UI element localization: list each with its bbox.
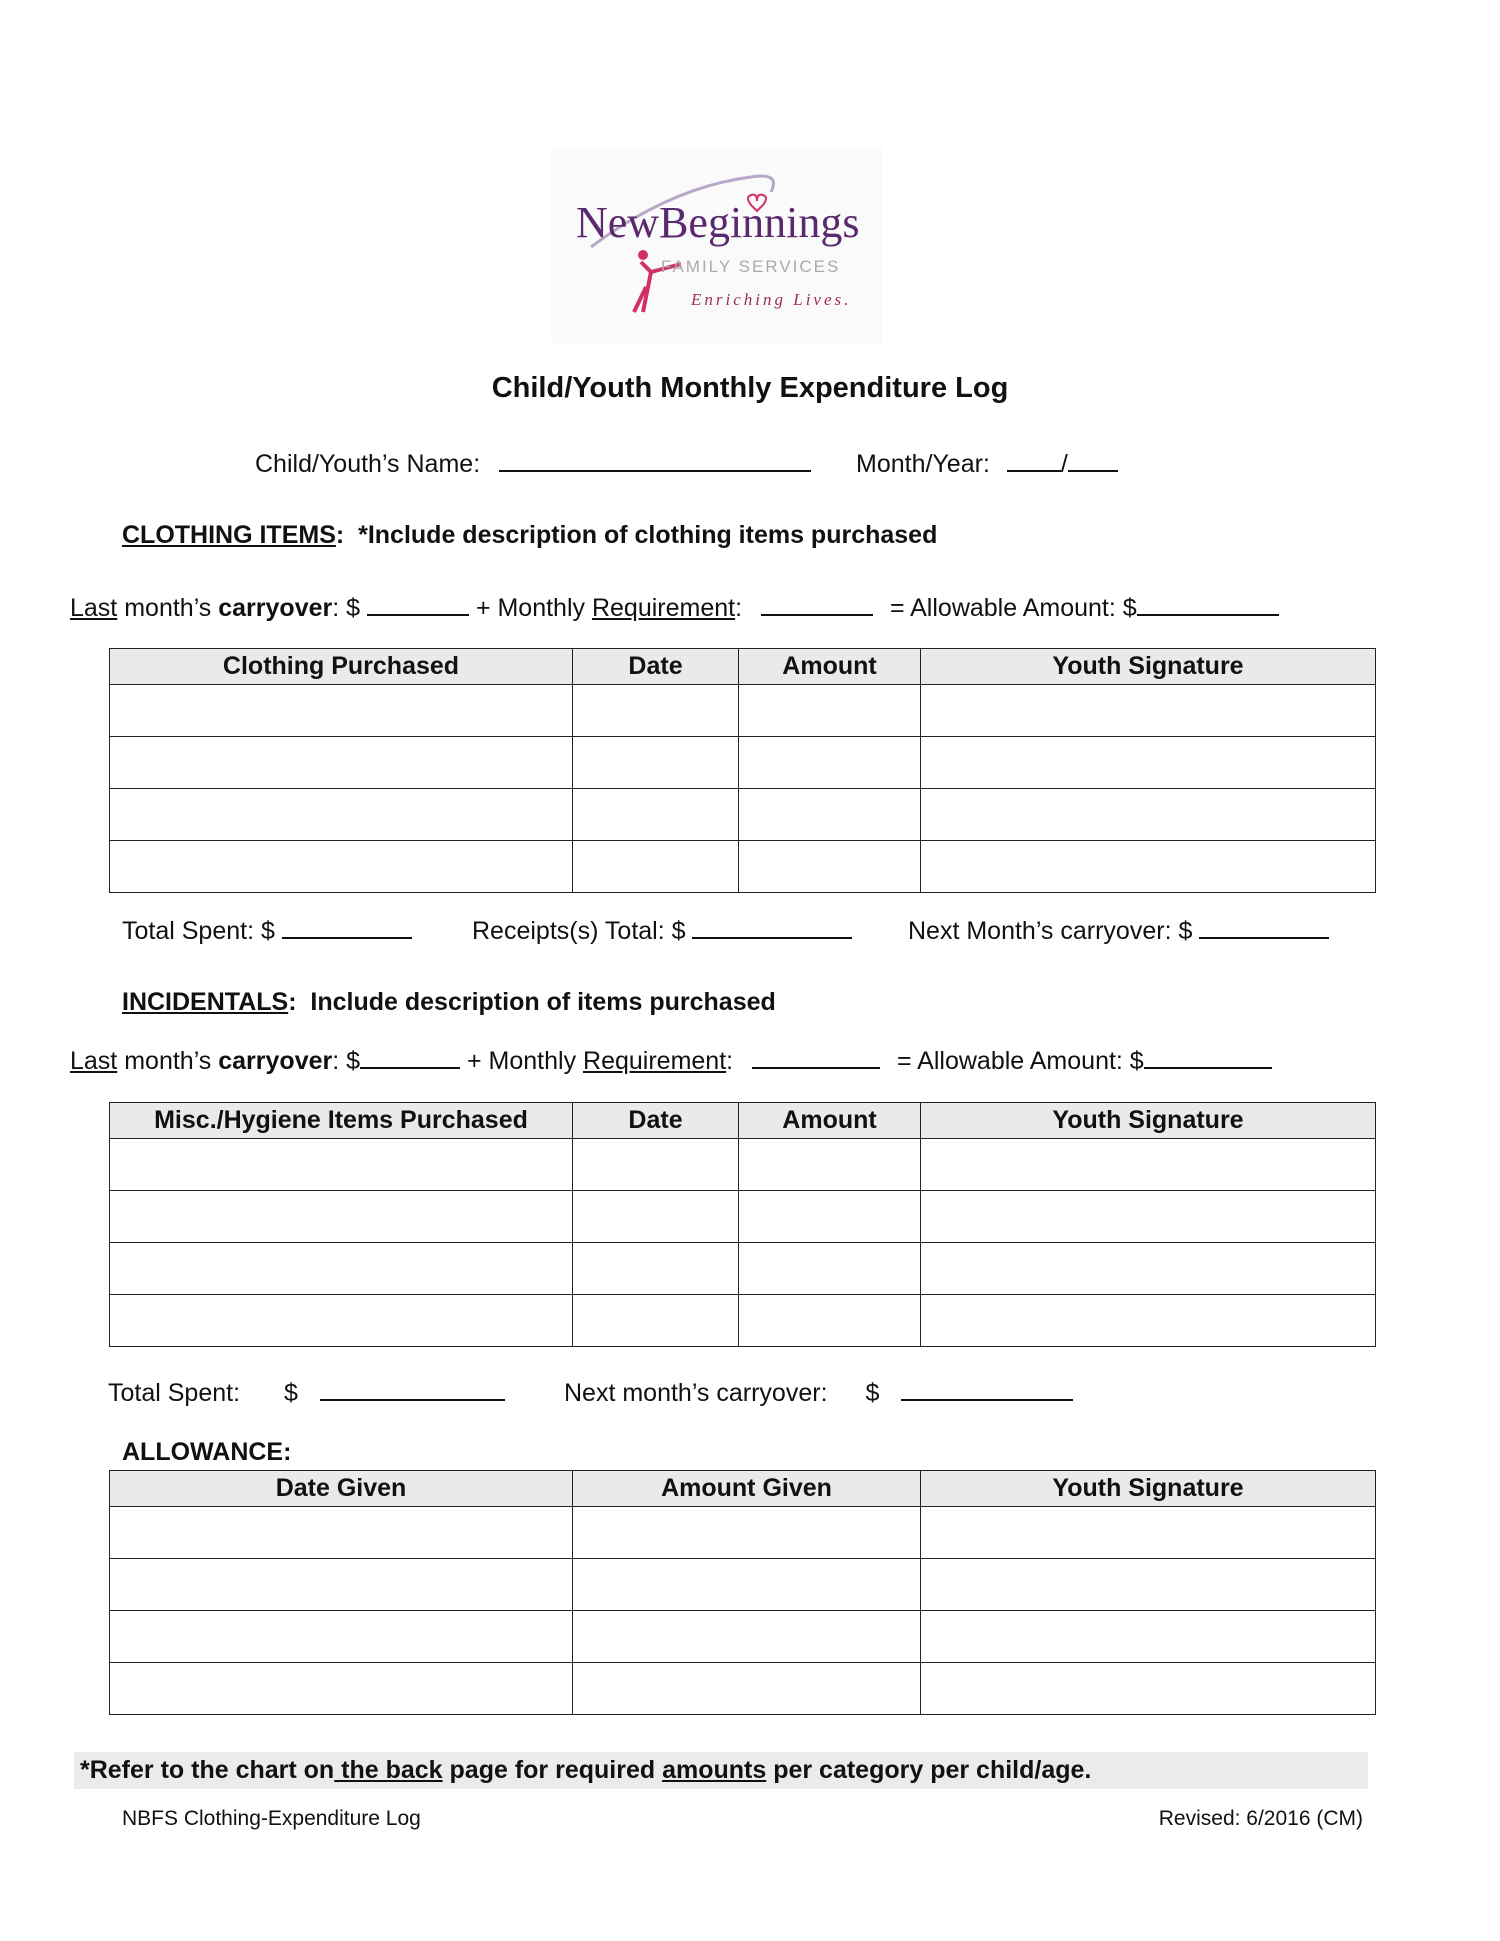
calc-last: Last <box>70 1047 118 1075</box>
clothing-receipts-total <box>472 915 852 946</box>
next-carryover-label: Next Month’s carryover: $ <box>908 917 1193 945</box>
allowance-heading: ALLOWANCE: <box>122 1438 292 1466</box>
clothing-carryover-field[interactable] <box>367 592 469 616</box>
table-cell[interactable] <box>110 1191 573 1243</box>
note-text: page for required <box>442 1756 663 1784</box>
calc-last: Last <box>70 594 118 622</box>
month-field[interactable] <box>1007 448 1061 472</box>
calc-month: month’s <box>117 594 219 622</box>
table-cell[interactable] <box>921 1295 1376 1347</box>
column-header: Clothing Purchased <box>110 649 573 685</box>
footer-revision: Revised: 6/2016 (CM) <box>1158 1807 1363 1830</box>
table-cell[interactable] <box>110 1295 573 1347</box>
receipts-label: Receipts(s) Total: $ <box>472 917 686 945</box>
table-cell[interactable] <box>573 1507 921 1559</box>
calc-carryover: carryover <box>218 1047 333 1075</box>
column-header: Youth Signature <box>921 649 1376 685</box>
table-cell[interactable] <box>739 685 921 737</box>
table-row <box>110 1295 1376 1347</box>
calc-carryover: carryover <box>218 594 333 622</box>
incidentals-next-carryover <box>564 1377 1073 1408</box>
table-cell[interactable] <box>110 1507 573 1559</box>
svg-text:FAMILY SERVICES: FAMILY SERVICES <box>661 257 841 276</box>
next-carryover-label: Next month’s carryover: <box>564 1379 828 1407</box>
page-title: Child/Youth Monthly Expenditure Log <box>491 372 1009 404</box>
incidentals-heading-row: INCIDENTALS: Include description of items purchased <box>122 988 776 1016</box>
note-text: amounts <box>662 1756 767 1784</box>
table-row <box>110 1611 1376 1663</box>
table-cell[interactable] <box>739 737 921 789</box>
total-spent-label: Total Spent: <box>108 1379 241 1407</box>
incidentals-instruction: Include description of items purchased <box>310 988 776 1016</box>
year-field[interactable] <box>1068 448 1118 472</box>
table-cell[interactable] <box>110 1559 573 1611</box>
calc-plus: + Monthly <box>466 1047 584 1075</box>
svg-text:Enriching Lives.: Enriching Lives. <box>691 290 852 309</box>
table-row <box>110 1559 1376 1611</box>
table-cell[interactable] <box>573 1295 739 1347</box>
table-row <box>110 1507 1376 1559</box>
clothing-instruction: *Include description of clothing items purchased <box>358 521 938 549</box>
total-spent-field[interactable] <box>282 915 412 939</box>
receipts-field[interactable] <box>692 915 852 939</box>
table-cell[interactable] <box>573 1139 739 1191</box>
calc-requirement: Requirement <box>591 594 736 622</box>
calc-colon: : <box>735 594 743 622</box>
dollar-sign: $ <box>865 1379 880 1407</box>
incidentals-carryover-field[interactable] <box>360 1045 460 1069</box>
table-cell[interactable] <box>573 1191 739 1243</box>
table-cell[interactable] <box>739 789 921 841</box>
table-cell[interactable] <box>573 1611 921 1663</box>
allowance-table <box>109 1470 1376 1715</box>
table-cell[interactable] <box>921 1507 1376 1559</box>
column-header: Youth Signature <box>921 1103 1376 1139</box>
note-text: *Refer to the chart on <box>80 1756 335 1784</box>
column-header: Misc./Hygiene Items Purchased <box>110 1103 573 1139</box>
incidentals-table <box>109 1102 1376 1347</box>
table-row <box>110 1663 1376 1715</box>
table-row <box>110 1243 1376 1295</box>
total-spent-field[interactable] <box>320 1377 505 1401</box>
dollar-sign: $ <box>284 1379 298 1407</box>
calc-dollar: : $ <box>332 1047 361 1075</box>
table-cell[interactable] <box>573 789 739 841</box>
table-cell[interactable] <box>921 1559 1376 1611</box>
total-spent-label: Total Spent: $ <box>122 917 275 945</box>
table-cell[interactable] <box>110 1139 573 1191</box>
reference-note <box>74 1752 1368 1789</box>
table-cell[interactable] <box>573 685 739 737</box>
svg-text:NewBeginnings: NewBeginnings <box>576 198 860 247</box>
table-cell[interactable] <box>573 1663 921 1715</box>
note-text: per category per child/age. <box>766 1756 1092 1784</box>
table-cell[interactable] <box>739 1191 921 1243</box>
table-cell[interactable] <box>739 1243 921 1295</box>
clothing-allowable-field[interactable] <box>1137 592 1279 616</box>
column-header: Amount <box>739 649 921 685</box>
table-cell[interactable] <box>921 1663 1376 1715</box>
table-cell[interactable] <box>739 1295 921 1347</box>
table-cell[interactable] <box>573 841 739 893</box>
table-cell[interactable] <box>739 841 921 893</box>
table-row <box>110 737 1376 789</box>
name-row <box>255 448 811 479</box>
table-cell[interactable] <box>573 1559 921 1611</box>
incidentals-requirement-field[interactable] <box>752 1045 880 1069</box>
table-row <box>110 1139 1376 1191</box>
table-cell[interactable] <box>921 1139 1376 1191</box>
calc-month: month’s <box>117 1047 219 1075</box>
table-cell[interactable] <box>921 1191 1376 1243</box>
table-cell[interactable] <box>921 737 1376 789</box>
table-cell[interactable] <box>110 841 573 893</box>
calc-allowable: = Allowable Amount: $ <box>897 1047 1144 1075</box>
table-cell[interactable] <box>110 1243 573 1295</box>
note-text: the back <box>334 1756 443 1784</box>
table-cell[interactable] <box>110 685 573 737</box>
incidentals-calc-row <box>70 1045 1272 1076</box>
month-separator: / <box>1060 450 1068 478</box>
clothing-requirement-field[interactable] <box>761 592 873 616</box>
column-header: Date Given <box>110 1471 573 1507</box>
table-cell[interactable] <box>573 737 739 789</box>
column-header: Date <box>573 649 739 685</box>
table-cell[interactable] <box>921 1611 1376 1663</box>
incidentals-total-spent <box>108 1377 505 1408</box>
incidentals-allowable-field[interactable] <box>1144 1045 1272 1069</box>
table-cell[interactable] <box>739 1139 921 1191</box>
column-header: Youth Signature <box>921 1471 1376 1507</box>
table-row <box>110 841 1376 893</box>
table-cell[interactable] <box>110 789 573 841</box>
clothing-next-carryover <box>908 915 1329 946</box>
calc-plus: + Monthly <box>475 594 592 622</box>
table-cell[interactable] <box>110 737 573 789</box>
clothing-heading: CLOTHING ITEMS <box>122 521 336 549</box>
month-label: Month/Year: <box>856 450 990 478</box>
clothing-table <box>109 648 1376 893</box>
table-cell[interactable] <box>110 1663 573 1715</box>
calc-dollar: : $ <box>332 594 361 622</box>
organization-logo <box>551 147 882 343</box>
table-cell[interactable] <box>921 841 1376 893</box>
calc-colon: : <box>726 1047 734 1075</box>
table-cell[interactable] <box>921 789 1376 841</box>
calc-requirement: Requirement <box>583 1047 727 1075</box>
next-carryover-field[interactable] <box>1199 915 1329 939</box>
table-cell[interactable] <box>573 1243 739 1295</box>
calc-allowable: = Allowable Amount: $ <box>889 594 1137 622</box>
table-cell[interactable] <box>110 1611 573 1663</box>
clothing-total-spent <box>122 915 412 946</box>
table-row <box>110 789 1376 841</box>
name-label: Child/Youth’s Name: <box>255 450 481 478</box>
clothing-heading-row: CLOTHING ITEMS: *Include description of clothing items purchased <box>122 521 938 549</box>
column-header: Amount <box>739 1103 921 1139</box>
month-row <box>856 448 1118 479</box>
footer-document-name: NBFS Clothing-Expenditure Log <box>122 1807 421 1830</box>
table-row <box>110 685 1376 737</box>
incidentals-heading: INCIDENTALS <box>122 988 289 1016</box>
column-header: Date <box>573 1103 739 1139</box>
table-row <box>110 1191 1376 1243</box>
table-cell[interactable] <box>921 1243 1376 1295</box>
clothing-calc-row <box>70 592 1279 623</box>
column-header: Amount Given <box>573 1471 921 1507</box>
name-field[interactable] <box>499 448 811 472</box>
table-cell[interactable] <box>921 685 1376 737</box>
next-carryover-field[interactable] <box>901 1377 1073 1401</box>
